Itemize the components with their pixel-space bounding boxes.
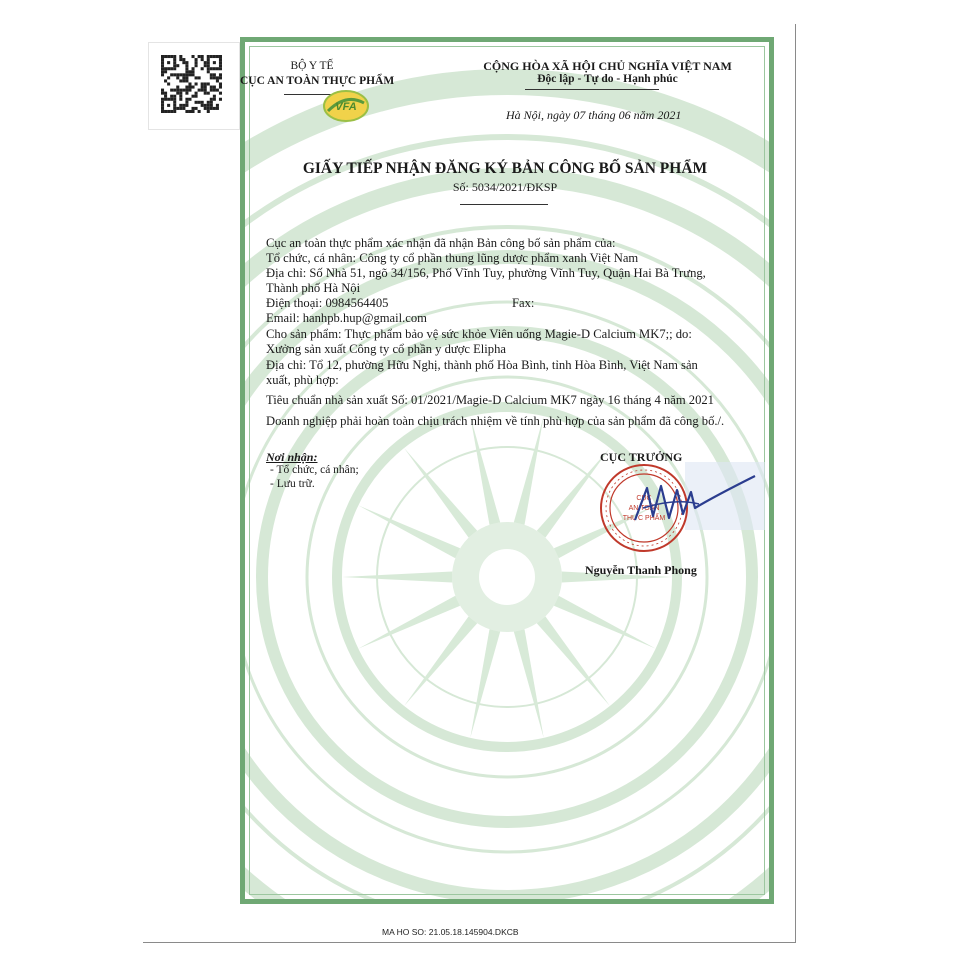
maker-address-line-1: Địa chỉ: Tổ 12, phường Hữu Nghị, thành phố Hòa Bình, tỉnh Hòa Bình, Việt Nam sản: [266, 358, 698, 372]
signer-title: CỤC TRƯỞNG: [600, 450, 683, 464]
vfa-logo-icon: [322, 89, 370, 123]
title-underline: [460, 204, 548, 205]
svg-text:THỰC PHẨM: THỰC PHẨM: [622, 515, 666, 522]
document-number: Số: 5034/2021/ĐKSP: [452, 180, 558, 194]
email-label: Email:: [266, 311, 300, 325]
document-title: GIẤY TIẾP NHẬN ĐĂNG KÝ BẢN CÔNG BỐ SẢN PHẨM: [302, 160, 708, 177]
place-and-date: Hà Nội, ngày 07 tháng 06 năm 2021: [506, 108, 682, 122]
svg-text:VFA: VFA: [335, 101, 357, 113]
recipient-item: - Lưu trữ.: [270, 478, 315, 490]
ministry-name: BỘ Y TẾ: [290, 60, 334, 72]
fax-label: Fax:: [512, 296, 535, 310]
address-line-2: Thành phố Hà Nội: [266, 281, 361, 295]
agency-name: CỤC AN TOÀN THỰC PHẨM: [240, 75, 395, 87]
email-line: [266, 311, 427, 326]
organization-line: Tổ chức, cá nhân: Công ty cổ phần thung lũng dược phẩm xanh Việt Nam: [266, 251, 639, 265]
signer-name: Nguyễn Thanh Phong: [585, 563, 697, 577]
qr-code-icon: [161, 55, 222, 113]
product-line-1: Cho sản phẩm: Thực phẩm bảo vệ sức khỏe Viên uống Magie-D Calcium MK7;; do:: [266, 327, 692, 341]
svg-text:CỤC: CỤC: [636, 495, 652, 502]
maker-address-line-2: xuất, phù hợp:: [266, 373, 339, 387]
dossier-code: MA HO SO: 21.05.18.145904.DKCB: [382, 927, 519, 937]
motto-underline: [525, 89, 659, 90]
country-name: CỘNG HÒA XÃ HỘI CHỦ NGHĨA VIỆT NAM: [483, 59, 732, 73]
email-value: hanhpb.hup@gmail.com: [302, 311, 427, 325]
recipient-item: - Tổ chức, cá nhân;: [270, 464, 359, 476]
product-line-2: Xưởng sản xuất Công ty cổ phần y dược Elipha: [266, 342, 506, 356]
address-line-1: Địa chỉ: Số Nhà 51, ngõ 34/156, Phố Vĩnh Tuy, phường Vĩnh Tuy, Quận Hai Bà Trưng,: [266, 266, 706, 280]
svg-text:AN TOÀN: AN TOÀN: [628, 505, 660, 512]
standard-line: Tiêu chuẩn nhà sản xuất Số: 01/2021/Magie-D Calcium MK7 ngày 16 tháng 4 năm 2021: [266, 393, 714, 407]
intro-line: Cục an toàn thực phẩm xác nhận đã nhận Bản công bố sản phẩm của:: [266, 236, 616, 250]
signature-icon: [622, 468, 760, 538]
national-motto: Độc lập - Tự do - Hạnh phúc: [537, 73, 678, 85]
phone-line: Điện thoại: 0984564405: [266, 296, 389, 310]
responsibility-line: Doanh nghiệp phải hoàn toàn chịu trách nhiệm về tính phù hợp của sản phẩm đã công bố./.: [266, 414, 725, 428]
recipients-heading: Nơi nhận:: [266, 450, 318, 464]
